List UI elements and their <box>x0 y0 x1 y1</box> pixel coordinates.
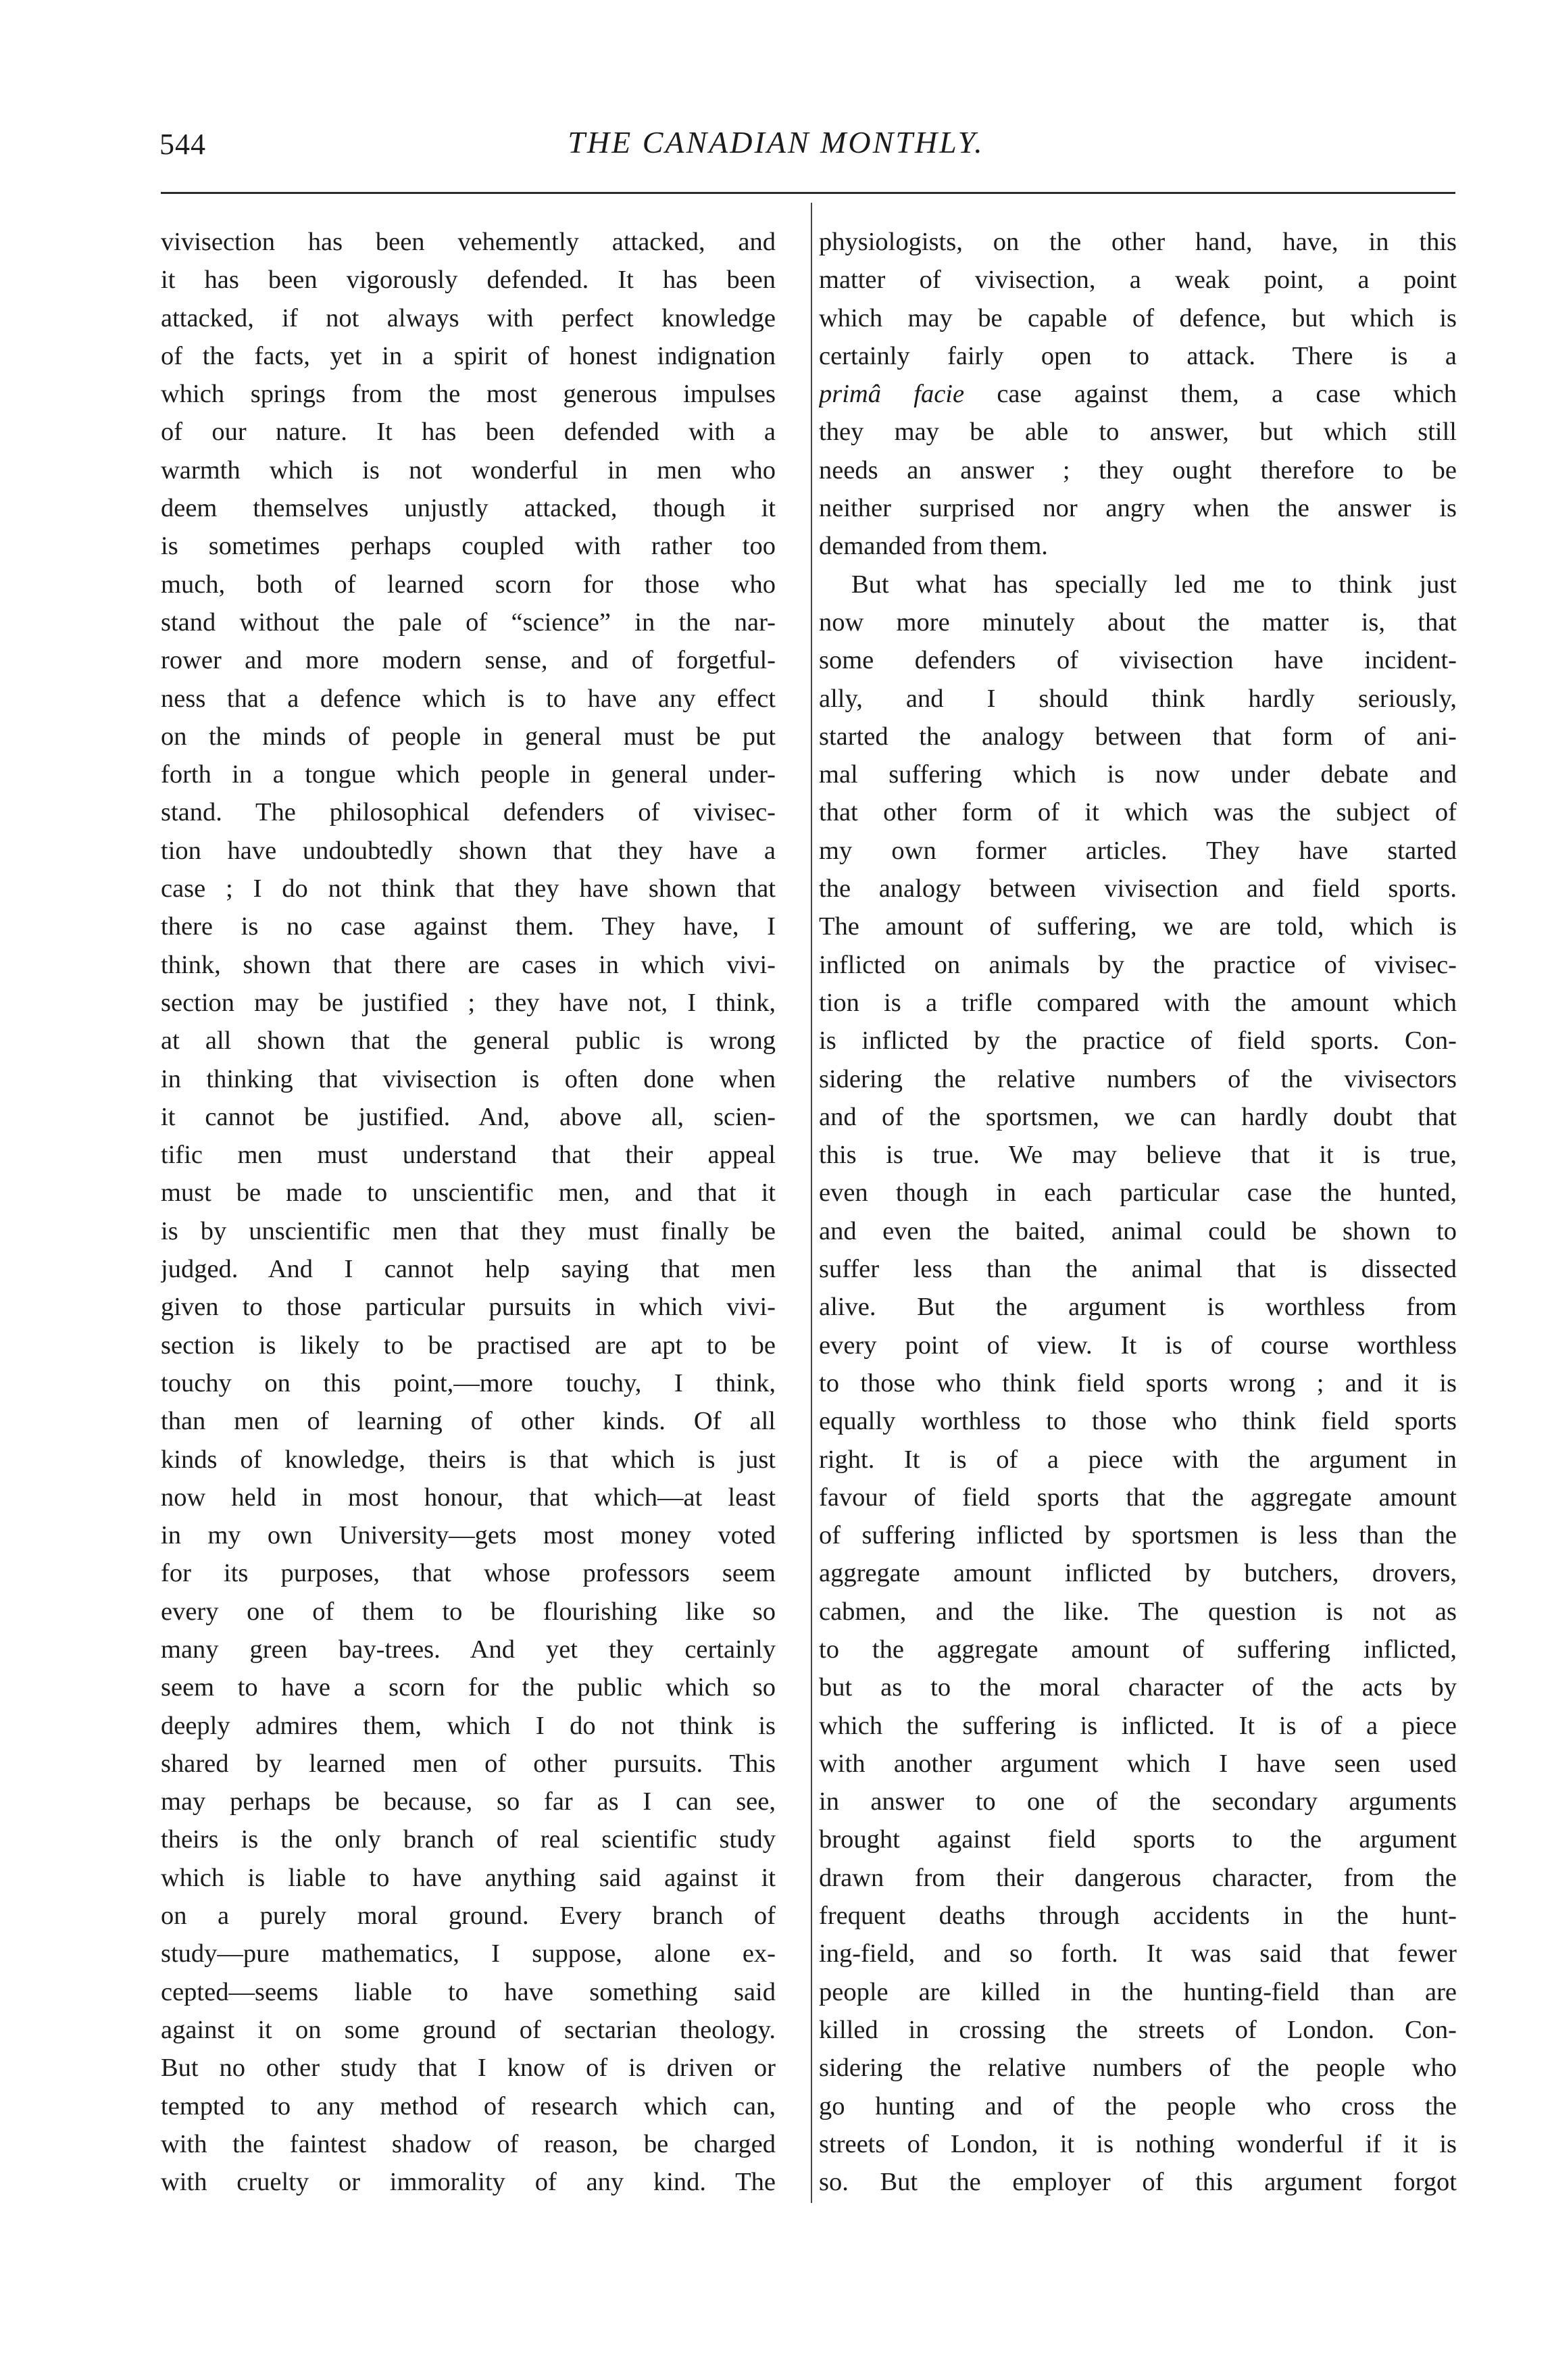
text-line: touchy on this point,—more touchy, I think, <box>161 1368 776 1397</box>
text-line: rower and more modern sense, and of forgetful- <box>161 646 776 675</box>
text-line: But what has specially led me to think just <box>851 570 1457 599</box>
text-line: section is likely to be practised are apt to be <box>161 1331 776 1360</box>
text-line: shared by learned men of other pursuits. This <box>161 1749 776 1778</box>
text-line: physiologists, on the other hand, have, in this <box>819 228 1457 256</box>
text-line: But no other study that I know of is driven or <box>161 2054 776 2083</box>
text-line: seem to have a scorn for the public which so <box>161 1673 776 1702</box>
text-line: much, both of learned scorn for those who <box>161 570 776 599</box>
text-line: warmth which is not wonderful in men who <box>161 455 776 485</box>
text-line: study—pure mathematics, I suppose, alone ex- <box>161 1939 776 1968</box>
header-rule <box>161 192 1455 194</box>
text-line: which is liable to have anything said against it <box>161 1863 776 1892</box>
text-line: on a purely moral ground. Every branch of <box>161 1902 776 1931</box>
text-line: neither surprised nor angry when the answer is <box>819 494 1457 523</box>
text-line: section may be justified ; they have not, I think, <box>161 988 776 1017</box>
text-line: which the suffering is inflicted. It is of a piece <box>819 1711 1457 1740</box>
text-line: is inflicted by the practice of field sports. Con- <box>819 1026 1457 1056</box>
text-line: it cannot be justified. And, above all, scien- <box>161 1102 776 1131</box>
text-line: now more minutely about the matter is, that <box>819 608 1457 637</box>
text-line: deem themselves unjustly attacked, though it <box>161 494 776 523</box>
text-line: given to those particular pursuits in which vivi- <box>161 1293 776 1322</box>
text-line: ness that a defence which is to have any effect <box>161 684 776 713</box>
text-line: needs an answer ; they ought therefore to be <box>819 455 1457 485</box>
text-line: with the faintest shadow of reason, be charged <box>161 2129 776 2158</box>
text-line: stand without the pale of “science” in the nar- <box>161 608 776 637</box>
text-line: go hunting and of the people who cross the <box>819 2091 1457 2121</box>
text-line: they may be able to answer, but which still <box>819 418 1457 447</box>
text-line: may perhaps be because, so far as I can see, <box>161 1787 776 1816</box>
text-line: cepted—seems liable to have something said <box>161 1977 776 2006</box>
left-column <box>161 223 776 2201</box>
text-line: of our nature. It has been defended with a <box>161 418 776 447</box>
text-line: people are killed in the hunting-field than are <box>819 1977 1457 2006</box>
text-line: alive. But the argument is worthless from <box>819 1293 1457 1322</box>
text-line: vivisection has been vehemently attacked, and <box>161 228 776 256</box>
text-line: there is no case against them. They have, I <box>161 912 776 941</box>
text-line: than men of learning of other kinds. Of all <box>161 1407 776 1436</box>
text-line: inflicted on animals by the practice of vivisec- <box>819 950 1457 979</box>
text-line: aggregate amount inflicted by butchers, drovers, <box>819 1559 1457 1588</box>
text-line: some defenders of vivisection have incident- <box>819 646 1457 675</box>
text-line: of the facts, yet in a spirit of honest indignation <box>161 341 776 370</box>
text-line: tific men must understand that their appeal <box>161 1141 776 1170</box>
page-number: 544 <box>159 128 206 161</box>
text-line: in thinking that vivisection is often done when <box>161 1064 776 1093</box>
text-line: against it on some ground of sectarian theology. <box>161 2015 776 2044</box>
text-line: in my own University—gets most money voted <box>161 1521 776 1550</box>
text-line: so. But the employer of this argument forgot <box>819 2168 1457 2197</box>
text-line: theirs is the only branch of real scientific study <box>161 1825 776 1854</box>
text-line: killed in crossing the streets of London. Con- <box>819 2015 1457 2044</box>
text-line: kinds of knowledge, theirs is that which is just <box>161 1445 776 1474</box>
right-column <box>819 223 1457 2201</box>
text-line: cabmen, and the like. The question is not as <box>819 1597 1457 1626</box>
text-line: primâ facie case against them, a case which <box>819 380 1457 409</box>
text-line: tion is a trifle compared with the amount which <box>819 988 1457 1017</box>
text-line: is sometimes perhaps coupled with rather too <box>161 532 776 561</box>
text-line: right. It is of a piece with the argument in <box>819 1445 1457 1474</box>
text-line: now held in most honour, that which—at least <box>161 1483 776 1512</box>
text-line: to the aggregate amount of suffering inflicted, <box>819 1635 1457 1664</box>
text-line: favour of field sports that the aggregate amount <box>819 1483 1457 1512</box>
text-line: equally worthless to those who think field sports <box>819 1407 1457 1436</box>
text-line: every point of view. It is of course worthless <box>819 1331 1457 1360</box>
text-line: which springs from the most generous impulses <box>161 380 776 409</box>
text-line: which may be capable of defence, but which is <box>819 303 1457 332</box>
text-line: The amount of suffering, we are told, which is <box>819 912 1457 941</box>
text-line: certainly fairly open to attack. There is a <box>819 341 1457 370</box>
text-line: started the analogy between that form of ani- <box>819 722 1457 751</box>
text-line: must be made to unscientific men, and that it <box>161 1179 776 1208</box>
text-line: think, shown that there are cases in which vivi- <box>161 950 776 979</box>
text-line: streets of London, it is nothing wonderful if it is <box>819 2129 1457 2158</box>
text-line: the analogy between vivisection and field sports. <box>819 874 1457 903</box>
text-line: and of the sportsmen, we can hardly doubt that <box>819 1102 1457 1131</box>
text-line: mal suffering which is now under debate and <box>819 760 1457 789</box>
text-line: matter of vivisection, a weak point, a point <box>819 266 1457 295</box>
text-line: attacked, if not always with perfect knowledge <box>161 303 776 332</box>
text-line: tion have undoubtedly shown that they have a <box>161 836 776 865</box>
text-line: this is true. We may believe that it is true, <box>819 1141 1457 1170</box>
text-line: but as to the moral character of the acts by <box>819 1673 1457 1702</box>
running-head: THE CANADIAN MONTHLY. <box>568 125 984 159</box>
text-line: many green bay-trees. And yet they certainly <box>161 1635 776 1664</box>
text-line: ing-field, and so forth. It was said that fewer <box>819 1939 1457 1968</box>
text-line: on the minds of people in general must be put <box>161 722 776 751</box>
text-line: is by unscientific men that they must finally be <box>161 1216 776 1245</box>
text-line: tempted to any method of research which can, <box>161 2091 776 2121</box>
text-line: that other form of it which was the subject of <box>819 798 1457 827</box>
text-line: with cruelty or immorality of any kind. The <box>161 2168 776 2197</box>
text-line: at all shown that the general public is wrong <box>161 1026 776 1056</box>
text-line: frequent deaths through accidents in the hunt- <box>819 1902 1457 1931</box>
text-line: it has been vigorously defended. It has been <box>161 266 776 295</box>
text-line: even though in each particular case the hunted, <box>819 1179 1457 1208</box>
text-line: for its purposes, that whose professors seem <box>161 1559 776 1588</box>
text-line: brought against field sports to the argument <box>819 1825 1457 1854</box>
text-line: drawn from their dangerous character, from the <box>819 1863 1457 1892</box>
text-line: every one of them to be flourishing like so <box>161 1597 776 1626</box>
text-line: with another argument which I have seen used <box>819 1749 1457 1778</box>
text-line: forth in a tongue which people in general under- <box>161 760 776 789</box>
text-line: suffer less than the animal that is dissected <box>819 1255 1457 1284</box>
text-line: in answer to one of the secondary arguments <box>819 1787 1457 1816</box>
text-line: and even the baited, animal could be shown to <box>819 1216 1457 1245</box>
text-line: stand. The philosophical defenders of vivisec- <box>161 798 776 827</box>
text-line: judged. And I cannot help saying that men <box>161 1255 776 1284</box>
text-line: of suffering inflicted by sportsmen is less than the <box>819 1521 1457 1550</box>
text-line: deeply admires them, which I do not think is <box>161 1711 776 1740</box>
text-line: ally, and I should think hardly seriously, <box>819 684 1457 713</box>
text-line: sidering the relative numbers of the people who <box>819 2054 1457 2083</box>
text-line: to those who think field sports wrong ; and it is <box>819 1368 1457 1397</box>
text-line: my own former articles. They have started <box>819 836 1457 865</box>
text-line: case ; I do not think that they have shown that <box>161 874 776 903</box>
column-divider <box>811 203 812 2203</box>
text-line: sidering the relative numbers of the vivisectors <box>819 1064 1457 1093</box>
text-line: demanded from them. <box>819 532 1048 561</box>
